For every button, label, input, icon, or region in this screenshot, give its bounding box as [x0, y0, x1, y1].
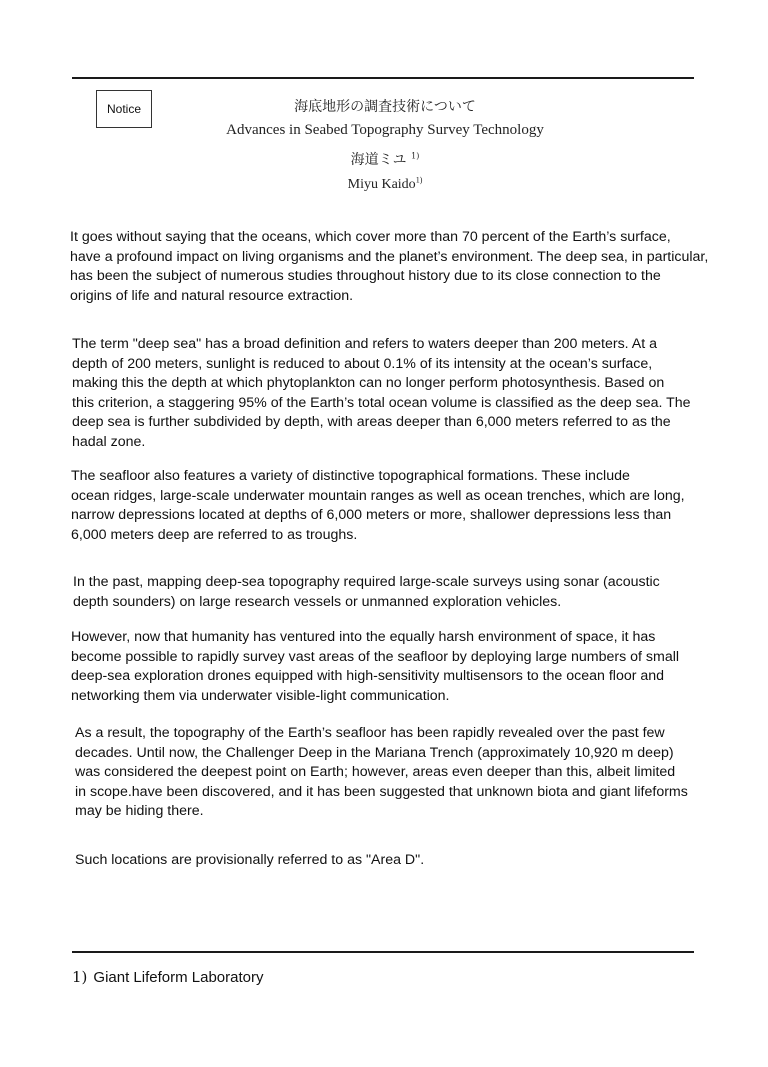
body-paragraph: The seafloor also features a variety of distinctive topographical formations. These include ocean ridges, large-scale underwater mountain ranges as well as ocean trenches, which are long, narrow depressions located at depths of 6,000 meters or more, shallower depressions less than 6,000 meters deep are referred to as troughs. [71, 468, 685, 543]
footnote [72, 968, 264, 987]
author-english [180, 177, 590, 193]
body-paragraph: It goes without saying that the oceans, which cover more than 70 percent of the Earth’s surface, have a profound impact on living organisms and the planet’s environment. The deep sea, in particular, has been the subject of numerous studies throughout history due to its close connection to the origins of life and natural resource extraction. [70, 229, 709, 304]
notice-box [96, 90, 152, 128]
title-japanese: 海底地形の調査技術について [294, 99, 476, 115]
author-japanese [180, 149, 590, 169]
body-paragraph: Such locations are provisionally referred to as "Area D". [75, 852, 425, 868]
title-english: Advances in Seabed Topography Survey Technology [226, 122, 544, 138]
body-paragraph: However, now that humanity has ventured into the equally harsh environment of space, it has become possible to rapidly survey vast areas of the seafloor by deploying large numbers of small deep-sea exploration drones equipped with high-sensitivity multisensors to the ocean floor and networking them via underwater visible-light communication. [71, 629, 680, 704]
author-japanese-name: 海道ミユ [350, 152, 407, 168]
footnote-text: Giant Lifeform Laboratory [93, 969, 264, 986]
top-rule [72, 77, 694, 79]
body-paragraph: The term "deep sea" has a broad definition and refers to waters deeper than 200 meters. At a depth of 200 meters, sunlight is reduced to about 0.1% of its intensity at the ocean’s surface, making this the depth at which phytoplankton can no longer perform photosynthesis. Based on this criterion, a staggering 95% of the Earth’s total ocean volume is classified as the deep sea. The deep sea is further subdivided by depth, with areas deeper than 6,000 meters referred to as the hadal zone. [72, 336, 691, 450]
author-english-name: Miyu Kaido [347, 177, 416, 192]
body-paragraph: As a result, the topography of the Earth’s seafloor has been rapidly revealed over the past few decades. Until now, the Challenger Deep in the Mariana Trench (approximately 10,920 m deep) was considered the deepest point on Earth; however, areas even deeper than this, albeit limited in scope.have been discovered, and it has been suggested that unknown biota and giant lifeforms may be hiding there. [75, 725, 688, 820]
footnote-mark: 1) [72, 968, 88, 986]
author-japanese-affiliation-mark: 1) [411, 151, 420, 161]
body-paragraph: In the past, mapping deep-sea topography required large-scale surveys using sonar (acoustic depth sounders) on large research vessels or unmanned exploration vehicles. [73, 574, 660, 610]
notice-label: Notice [106, 102, 141, 116]
author-english-affiliation-mark: 1) [415, 175, 423, 185]
footnote-rule [72, 951, 694, 953]
